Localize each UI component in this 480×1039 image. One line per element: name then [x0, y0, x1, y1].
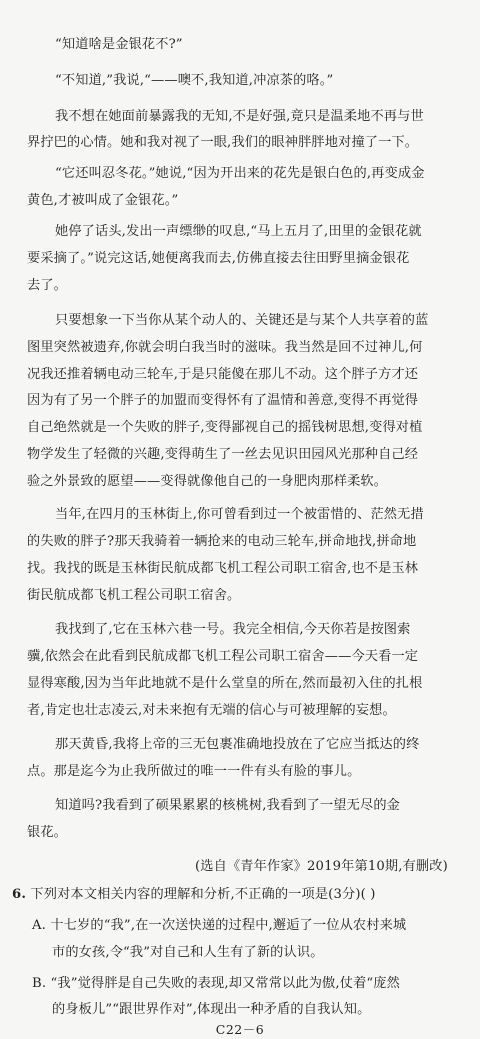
- text-line: 黄色,才被叫成了金银花。”: [27, 193, 179, 208]
- text-line: 街民航成都飞机工程公司职工宿舍。: [27, 588, 241, 603]
- text-line: “它还叫忍冬花。”她说,“因为开出来的花先是银白色的,再变成金: [55, 166, 425, 181]
- question-text: 下列对本文相关内容的理解和分析,不正确的一项是(3分)( ): [30, 887, 376, 902]
- question-number: 6.: [12, 887, 27, 902]
- text-line: 那天黄昏,我将上帝的三无包裹准确地投放在了它应当抵达的终: [55, 737, 420, 752]
- text-line: 验之外景致的愿望——变得就像他自己的一身肥肉那样柔软。: [27, 474, 388, 489]
- text-line: 自己绝然就是一个失败的胖子,变得鄙视自己的摇钱树思想,变得对植: [27, 420, 423, 435]
- text-line: 银花。: [27, 825, 68, 840]
- text-line: 我不想在她面前暴露我的无知,不是好强,竟只是温柔地不再与世: [55, 109, 424, 124]
- question-stem: [12, 886, 376, 904]
- source-citation: (选自《青年作家》2019年第10期,有删改): [195, 859, 448, 874]
- option-a-line-1[interactable]: A. 十七岁的“我”,在一次送快递的过程中,邂逅了一位从农村来城: [32, 918, 407, 933]
- text-line: 况我还推着辆电动三轮车,于是只能傻在那儿不动。这个胖子方才还: [27, 367, 419, 382]
- text-line: 者,肯定也壮志凌云,对未来抱有无端的信心与可被理解的妄想。: [27, 703, 396, 718]
- text-line: 我找到了,它在玉林六巷一号。我完全相信,今天你若是按图索: [55, 622, 411, 637]
- text-line: 点。那是迄今为止我所做过的唯一一件有头有脸的事儿。: [27, 764, 361, 779]
- text-line: 要采摘了。”说完这话,她便离我而去,仿佛直接去往田野里摘金银花: [27, 251, 410, 266]
- text-line: 图里突然被遗弃,你就会明白我当时的滋味。我当然是回不过神儿,何: [27, 340, 423, 355]
- text-line: 显得寒酸,因为当年此地就不是什么堂皇的所在,然而最初入住的扎根: [27, 676, 423, 691]
- option-b-line-1[interactable]: B. “我”觉得胖是自己失败的表现,却又常常以此为傲,仗着“庞然: [32, 976, 400, 991]
- text-line: “知道啥是金银花不?”: [55, 37, 183, 52]
- option-b-line-2[interactable]: 的身板儿”“跟世界作对”,体现出一种矛盾的自我认知。: [52, 1002, 371, 1017]
- page-number: C22－6: [215, 1022, 265, 1037]
- text-line: “不知道,”我说,“——噢不,我知道,冲凉茶的咯。”: [55, 73, 334, 88]
- text-line: 骥,依然会在此看到民航成都飞机工程公司职工宿舍——今天看一定: [27, 649, 419, 664]
- text-line: 因为有了另一个胖子的加盟而变得怀有了温情和善意,变得不再觉得: [27, 393, 419, 408]
- text-line: 去了。: [27, 278, 68, 293]
- text-line: 的失败的胖子?那天我骑着一辆抢来的电动三轮车,拼命地找,拼命地: [27, 534, 417, 549]
- option-a-line-2[interactable]: 市的女孩,令“我”对自己和人生有了新的认识。: [52, 945, 324, 960]
- text-line: 她停了话头,发出一声缥缈的叹息,“马上五月了,田里的金银花就: [55, 224, 422, 239]
- text-line: 当年,在四月的玉林街上,你可曾看到过一个被雷惜的、茫然无措: [55, 507, 424, 522]
- text-line: 只要想象一下当你从某个动人的、关键还是与某个人共享着的蓝: [55, 313, 429, 328]
- text-line: 知道吗?我看到了硕果累累的核桃树,我看到了一望无尽的金: [55, 798, 400, 813]
- text-line: 找。我找的既是玉林街民航成都飞机工程公司职工宿舍,也不是玉林: [27, 561, 419, 576]
- text-line: 界拧巴的心情。她和我对视了一眼,我们的眼神胖胖地对撞了一下。: [27, 135, 419, 150]
- text-line: 物学发生了轻微的兴趣,变得萌生了一丝去见识田园风光那种自己经: [27, 447, 419, 462]
